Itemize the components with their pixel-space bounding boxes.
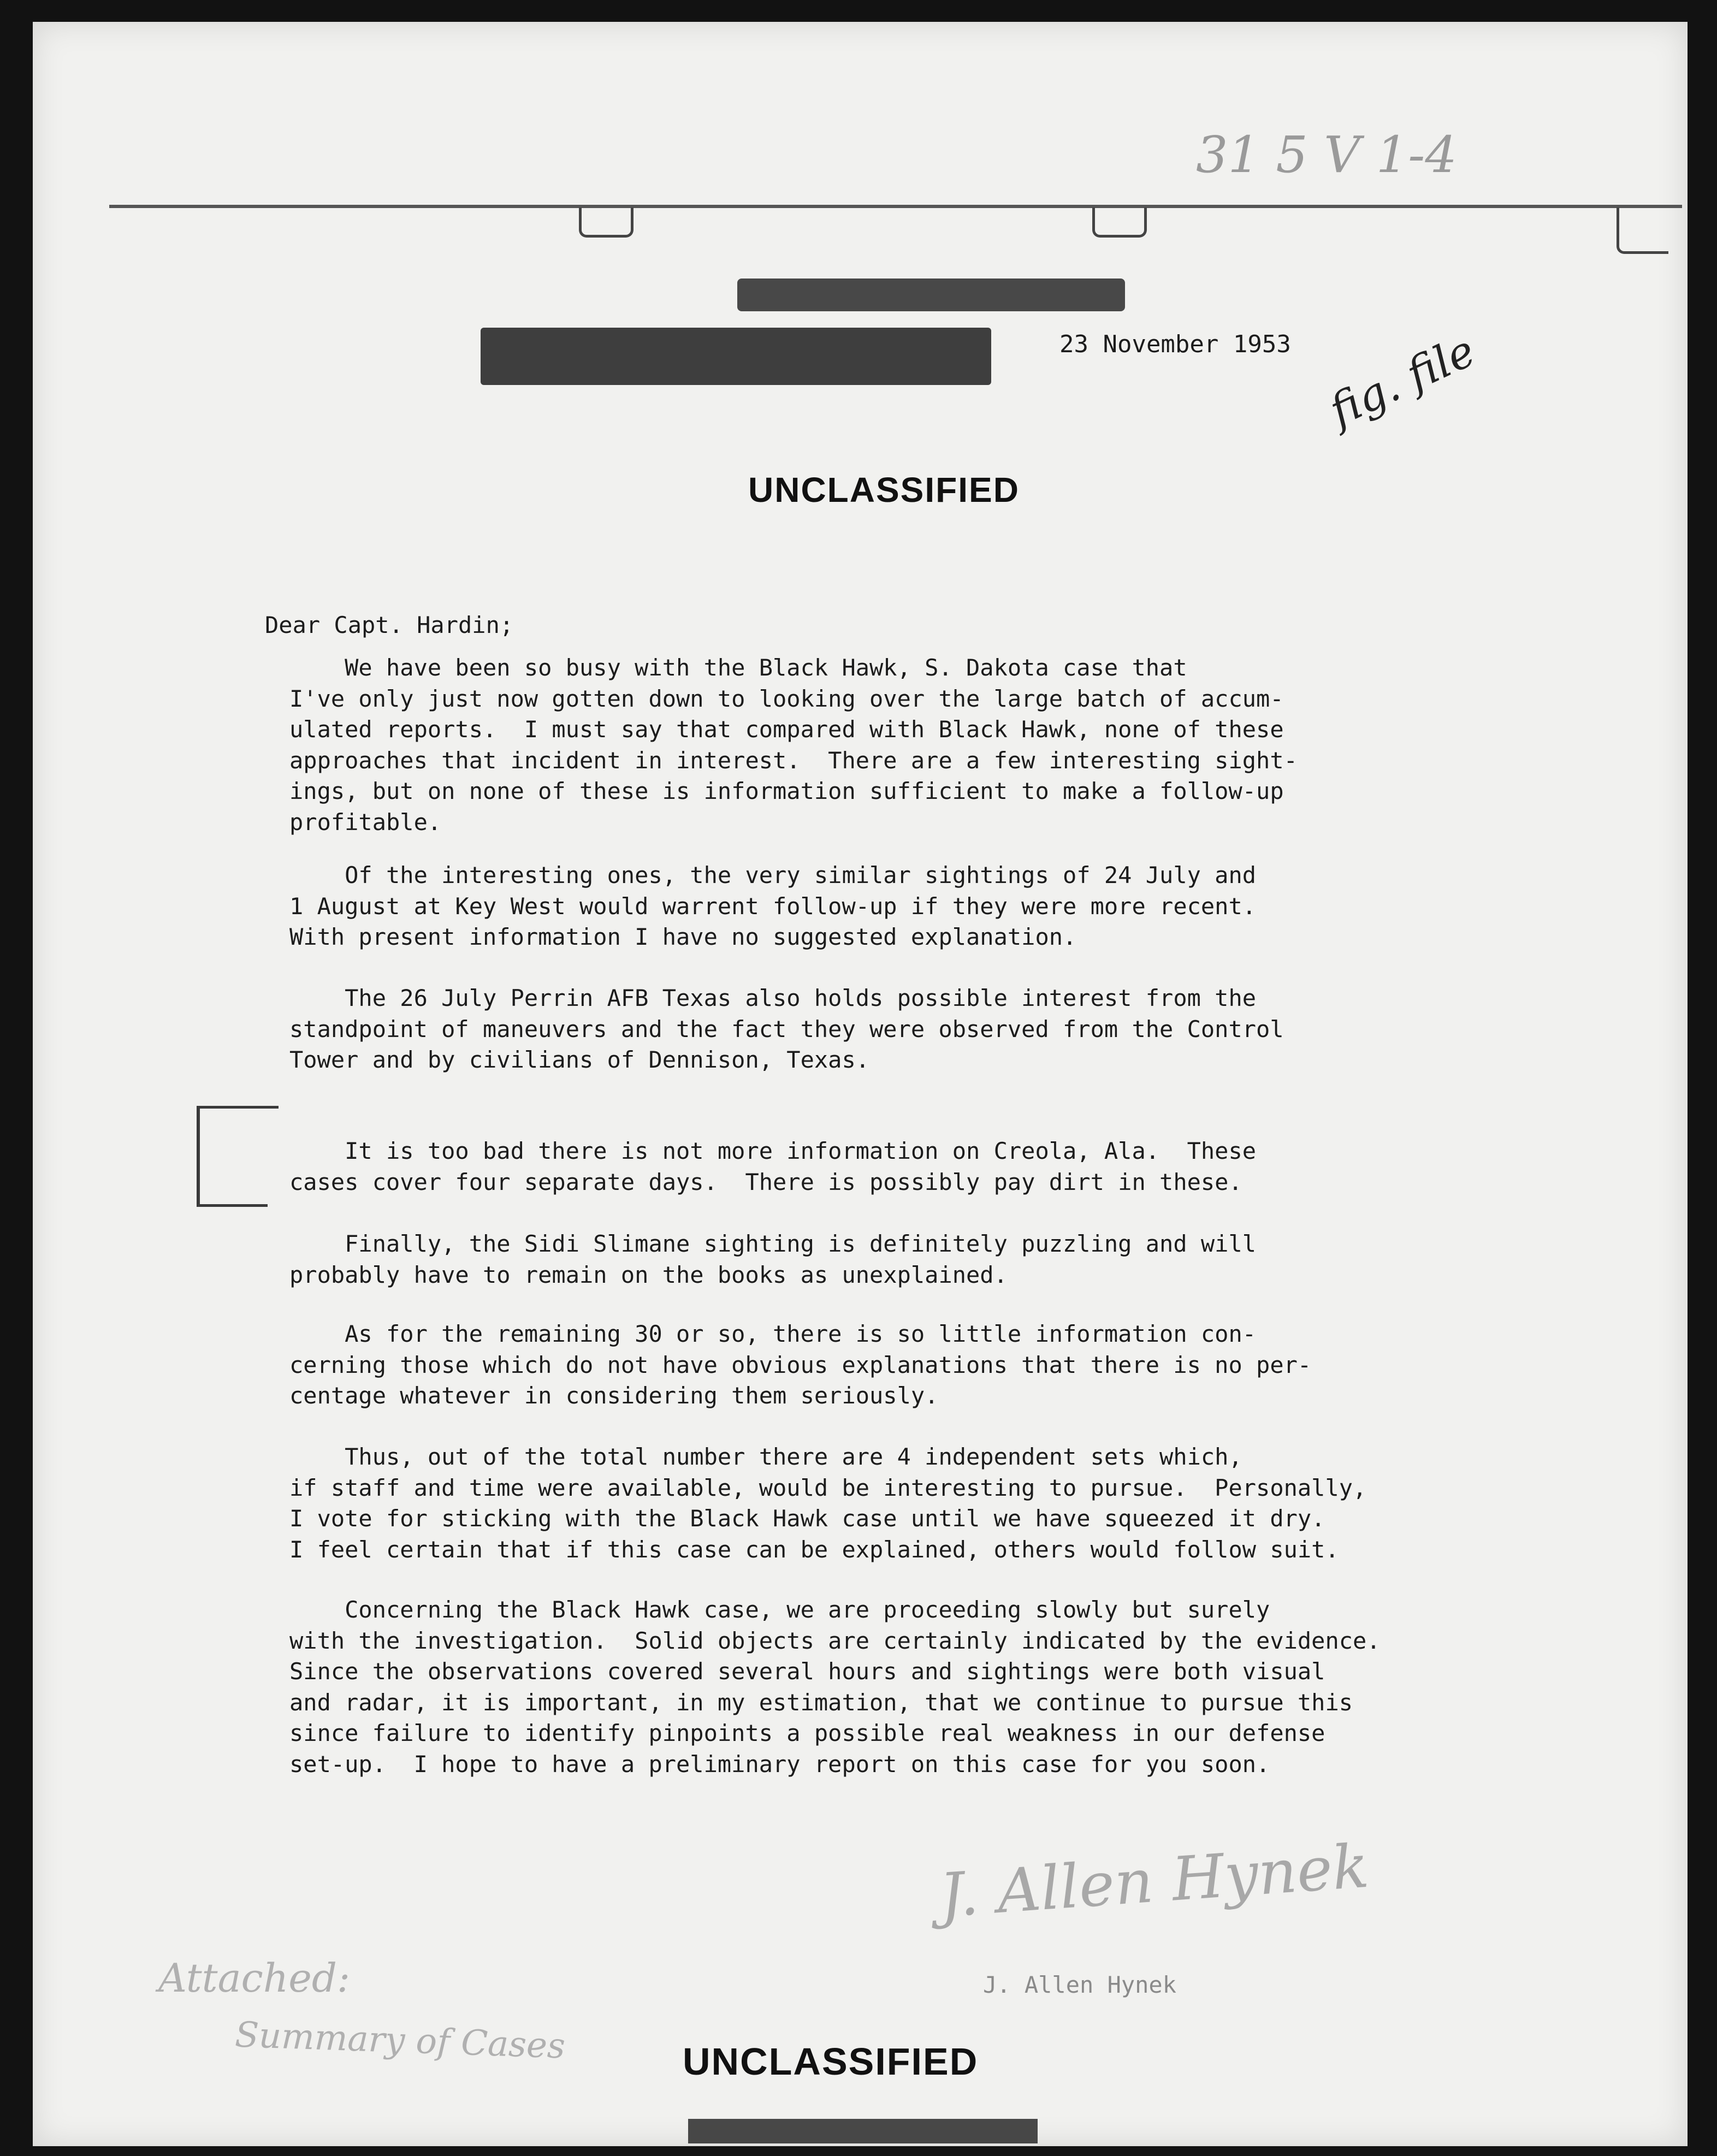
cut-tab [579,208,633,238]
letter-date: 23 November 1953 [1059,330,1291,358]
cut-tab [1092,208,1147,238]
classification-stamp-bottom: UNCLASSIFIED [683,2040,979,2083]
paragraph-8: Concerning the Black Hawk case, we are proceeding slowly but surely with the investigation. Solid objects are certainly indicated by the evidence. Since the observations covered several hours and sightings were both visual and radar, it is important, in my estimation, that we continue to pursue this since failure to identify pinpoints a possible real weakness in our defense set-up. I hope to have a preliminary report on this case for you soon. [289,1596,1381,1778]
margin-bracket [197,1106,279,1109]
signature-handwritten: J. Allen Hynek [937,1831,1371,1931]
attachment-note: Attached: [158,1955,351,2001]
margin-bracket [197,1204,268,1207]
redaction-bar [737,279,1125,311]
salutation: Dear Capt. Hardin; [265,612,514,638]
paragraph-6: As for the remaining 30 or so, there is so little information con- cerning those which do not have obvious explanations that there is no per- centage whatever in considering them seriously. [289,1320,1312,1409]
cut-line [109,205,1682,208]
paragraph-1: We have been so busy with the Black Hawk, S. Dakota case that I've only just now gotten down to looking over the large batch of accum- ulated reports. I must say that compared with Black Hawk, none of these approaches that incident in interest. There are a few interesting sight- ings, but on none of these is information sufficient to make a follow-up profitable. [289,654,1298,836]
cut-tab [1617,208,1668,254]
attachment-note: Summary of Cases [234,2015,566,2067]
paragraph-4: It is too bad there is not more information on Creola, Ala. These cases cover four separate days. There is possibly pay dirt in these. [289,1138,1257,1195]
classification-stamp-top: UNCLASSIFIED [748,470,1020,510]
letter-page [33,22,1688,2146]
redaction-bar [481,328,991,385]
margin-bracket [197,1106,200,1207]
signature-typed: J. Allen Hynek [983,1971,1177,1998]
redaction-bar [688,2119,1038,2143]
margin-note: fig. file [1322,325,1483,436]
paragraph-5: Finally, the Sidi Slimane sighting is definitely puzzling and will probably have to remain on the books as unexplained. [289,1230,1257,1288]
paragraph-7: Thus, out of the total number there are 4 independent sets which, if staff and time were available, would be interesting to pursue. Personally, I vote for sticking with the Black Hawk case until we have squeezed it dry. I feel certain that if this case can be explained, others would follow suit. [289,1443,1367,1563]
file-number-handwritten: 31 5 V 1-4 [1196,126,1457,184]
scan-border-top [0,0,1717,22]
paragraph-2: Of the interesting ones, the very similar sightings of 24 July and 1 August at Key West would warrent follow-up if they were more recent. With present information I have no suggested explanation. [289,862,1257,950]
paragraph-3: The 26 July Perrin AFB Texas also holds possible interest from the standpoint of maneuvers and the fact they were observed from the Control Tower and by civilians of Dennison, Texas. [289,985,1284,1073]
